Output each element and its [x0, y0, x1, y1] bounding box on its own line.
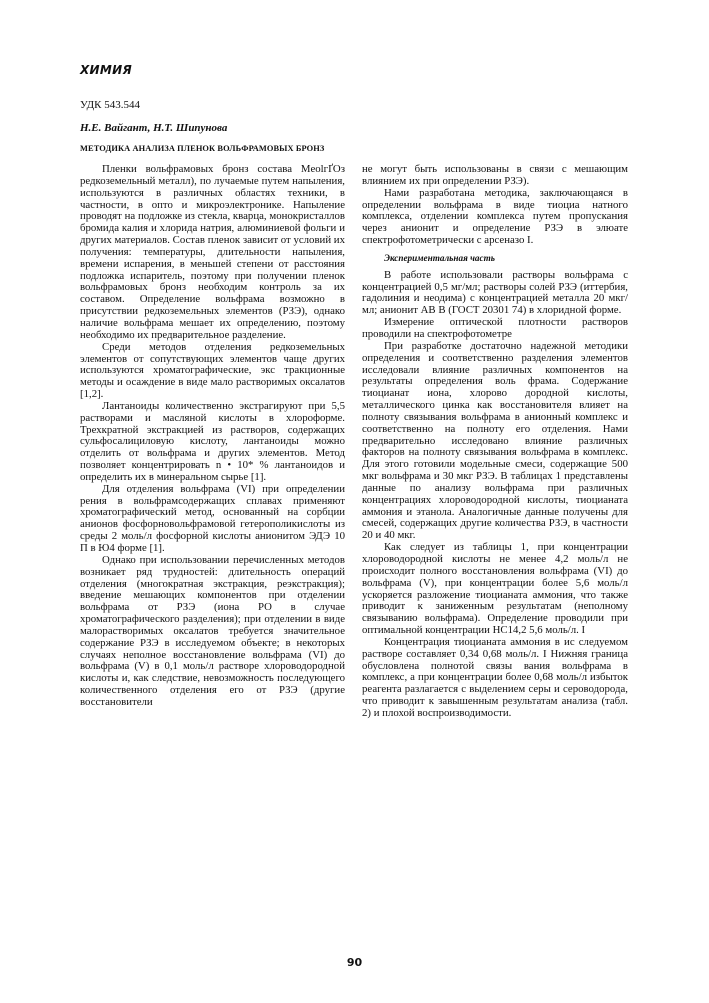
section-heading: ХИМИЯ	[80, 63, 133, 77]
paragraph: не могут быть использованы в связи с мешающим влиянием их при определении РЗЭ).	[362, 163, 628, 187]
paragraph: Однако при использовании перечисленных методов возникает ряд трудностей: длительность операций отделения (многократная экстракция, реэкстракция); введение мешающих компонентов при отделении вольфрама от РЗЭ (иона РО в случае хроматографического разделения); при отделении в виде малорастворимых оксалатов требуется значительное содержание РЗЭ в исследуемом объекте; в некоторых случаях неполное восстановление вольфрама (VI) до вольфрама (V) в 0,1 моль/л растворе хлороводородной кислоты и, как следствие, невозможность последующего количественного отделения его от РЗЭ (другие восстановители	[80, 553, 345, 708]
authors: Н.Е. Вайгант, Н.Т. Шипунова	[80, 122, 228, 134]
paragraph: В работе использовали растворы вольфрама с концентрацией 0,5 мг/мл; растворы солей РЗЭ (иттербия, гадолиния и неодима) с концентрацией металла 20 мкг/мл; анионит АВ В (ГОСТ 20301 74) в хлоридной форме.	[362, 268, 628, 317]
paragraph: Измерение оптической плотности растворов проводили на спектрофотометре	[362, 316, 628, 340]
udk-code: УДК 543.544	[80, 99, 141, 111]
left-column	[80, 164, 345, 709]
paragraph: Пленки вольфрамовых бронз состава MeоlгҐОз редкоземельный металл), по лучаемые путем напыления, используются в различных областях техники, в частности, в опто и микроэлектронике. Напыление проводят на подложке из стекла, кварца, монокристаллов бромида калия и хлорида натрия, алюминиевой фольги и других материалов. Состав пленок зависит от условий их получения: температуры, длительности напыления, времени испарения, в меньшей степени от расстояния подложка испаритель, поэтому при получении пленок вольфрамовых бронз необходим контроль за их составом. Определение вольфрама возможно в присутствии редкоземельных элементов (РЗЭ), однако наличие вольфрама мешает их определению, поэтому необходимо их предварительное разделение.	[80, 163, 345, 341]
paragraph: Концентрация тиоцианата аммония в ис следуемом растворе составляет 0,34 0,68 моль/л. I Нижняя граница обусловлена полнотой связы вания вольфрама в комплекс, а при концентрации более 0,68 моль/л избыток реагента разлагается с выделением серы и сероводорода, что приводит к завышенным результатам анализа (табл. 2) и плохой воспроизводимости.	[362, 635, 628, 719]
paragraph: Нами разработана методика, заключающаяся в определении вольфрама в виде тиоциа натного комплекса, отделении комплекса путем пропускания через анионит и определение РЗЭ в элюате спектрофотометрически с арсеназо I.	[362, 186, 628, 247]
page-number: 90	[346, 956, 363, 969]
paragraph: Среди методов отделения редкоземельных элементов от сопутствующих элементов чаще других используются хроматографические, экс тракционные методы и осаждение в виде мало растворимых оксалатов [1,2].	[80, 340, 345, 401]
paragraph: Для отделения вольфрама (VI) при определении рения в вольфрамсодержащих сплавах применяют хроматографический метод, основанный на сорбции анионов фосфорновольфрамовой гетерополикислоты из среды 2 моль/л фосфорной кислоты анионитом ЭДЭ 10 П в Ю4 форме [1].	[80, 482, 345, 554]
paragraph: Лантаноиды количественно экстрагируют при 5,5 растворами и масляной кислоты в хлороформе. Трехкратной экстракцией из растворов, содержащих сульфосалициловую кислоту, лантаноиды можно отделить от вольфрама и других элементов. Метод позволяет концентрировать n • 10* % лантаноидов и определить их в минеральном сырье [1].	[80, 399, 345, 483]
paragraph: При разработке достаточно надежной методики определения и соответственно разделения элементов исследовали влияние различных компонентов на результаты определения воль фрама. Содержание тиоцианат иона, хлорово дородной кислоты, металлического цинка как восстановителя влияет на полноту связывания вольфрама в анионный комплекс и соответственно на полноту его отделения. Нами предварительно исследовано влияние различных факторов на полноту связывания вольфрама в комплекс. Для этого готовили модельные смеси, содержащие 500 мкг вольфрама и 30 мкг РЗЭ. В таблицах 1 представлены данные по анализу вольфрама при различных концентрациях хлороводородной кислоты, тиоцианата аммония и этанола. Аналогичные данные получены для смесей, содержащих другие количества РЗЭ, в частности 20 и 40 мкг.	[362, 339, 628, 542]
paragraph: Как следует из таблицы 1, при концентрации хлороводородной кислоты не менее 4,2 моль/л не происходит полного восстановления вольфрама (VI) до вольфрама (V), при концентрации более 5,6 моль/л ускоряется разложение тиоцианата аммония, что также приводит к заниженным результатам (неполному связыванию вольфрама). Определение проводили при оптимальной концентрации НС14,2 5,6 моль/л. I	[362, 541, 628, 637]
article-title: МЕТОДИКА АНАЛИЗА ПЛЕНОК ВОЛЬФРАМОВЫХ БРОНЗ	[80, 144, 325, 153]
right-column	[362, 164, 628, 720]
subheading: Экспериментальная часть	[384, 252, 495, 263]
